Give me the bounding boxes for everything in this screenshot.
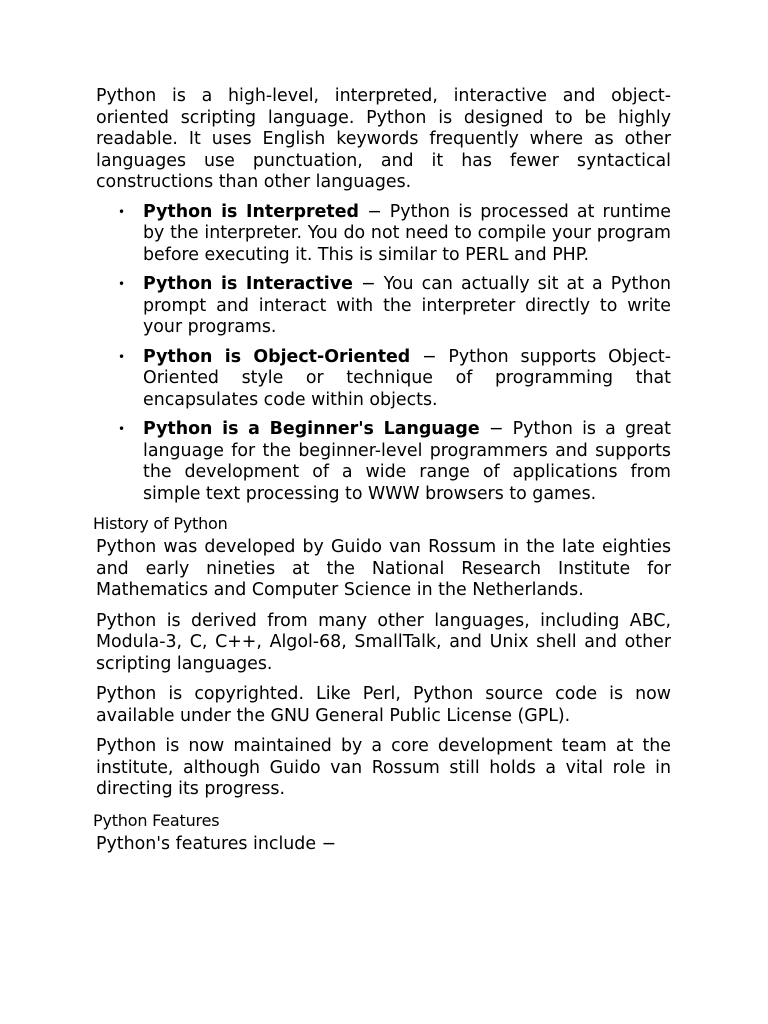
list-item: [96, 419, 671, 505]
bullet-icon: •: [118, 204, 126, 219]
history-paragraph: Python is derived from many other languages, including ABC, Modula-3, C, C++, Algol-68, SmallTalk, and Unix shell and other scripting languages.: [96, 610, 671, 674]
bullet-text: − Python is processed at runtime by the interpreter. You do not need to compile your program before executing it. This is similar to PERL and PHP.: [143, 201, 671, 265]
bullet-icon: •: [118, 422, 126, 436]
features-intro: Python's features include −: [96, 833, 337, 854]
list-item: [96, 202, 671, 267]
list-item: [96, 347, 671, 412]
bullet-text: − Python supports Object-Oriented style or technique of programming that encapsulates code within objects.: [143, 346, 671, 410]
python-traits-list: [96, 202, 671, 506]
history-paragraph: Python was developed by Guido van Rossum in the late eighties and early nineties at the National Research Institute for Mathematics and Computer Science in the Netherlands.: [96, 537, 671, 600]
document-page: [93, 86, 671, 855]
intro-paragraph: Python is a high-level, interpreted, interactive and object-oriented scripting language. Python is designed to be highly readable. It uses English keywords frequently where as other languages use punctuation, and it has fewer syntactical constructions than other languages.: [96, 86, 671, 192]
bullet-icon: •: [118, 277, 126, 291]
history-paragraph: Python is copyrighted. Like Perl, Python source code is now available under the GNU General Public License (GPL).: [96, 684, 671, 726]
bullet-title: Python is Interpreted: [143, 201, 359, 222]
history-paragraph: Python is now maintained by a core development team at the institute, although Guido van Rossum still holds a vital role in directing its progress.: [96, 736, 671, 799]
bullet-icon: •: [118, 349, 126, 364]
bullet-text: − Python is a great language for the beginner-level programmers and supports the development of a wide range of applications from simple text processing to WWW browsers to games.: [143, 419, 671, 504]
bullet-title: Python is Interactive: [143, 274, 353, 294]
history-heading: History of Python: [93, 514, 228, 533]
bullet-title: Python is a Beginner's Language: [143, 419, 480, 439]
bullet-text: − You can actually sit at a Python prompt and interact with the interpreter directly to write your programs.: [143, 274, 671, 337]
features-heading: Python Features: [93, 810, 220, 830]
bullet-title: Python is Object-Oriented: [143, 346, 411, 367]
list-item: [96, 274, 671, 339]
